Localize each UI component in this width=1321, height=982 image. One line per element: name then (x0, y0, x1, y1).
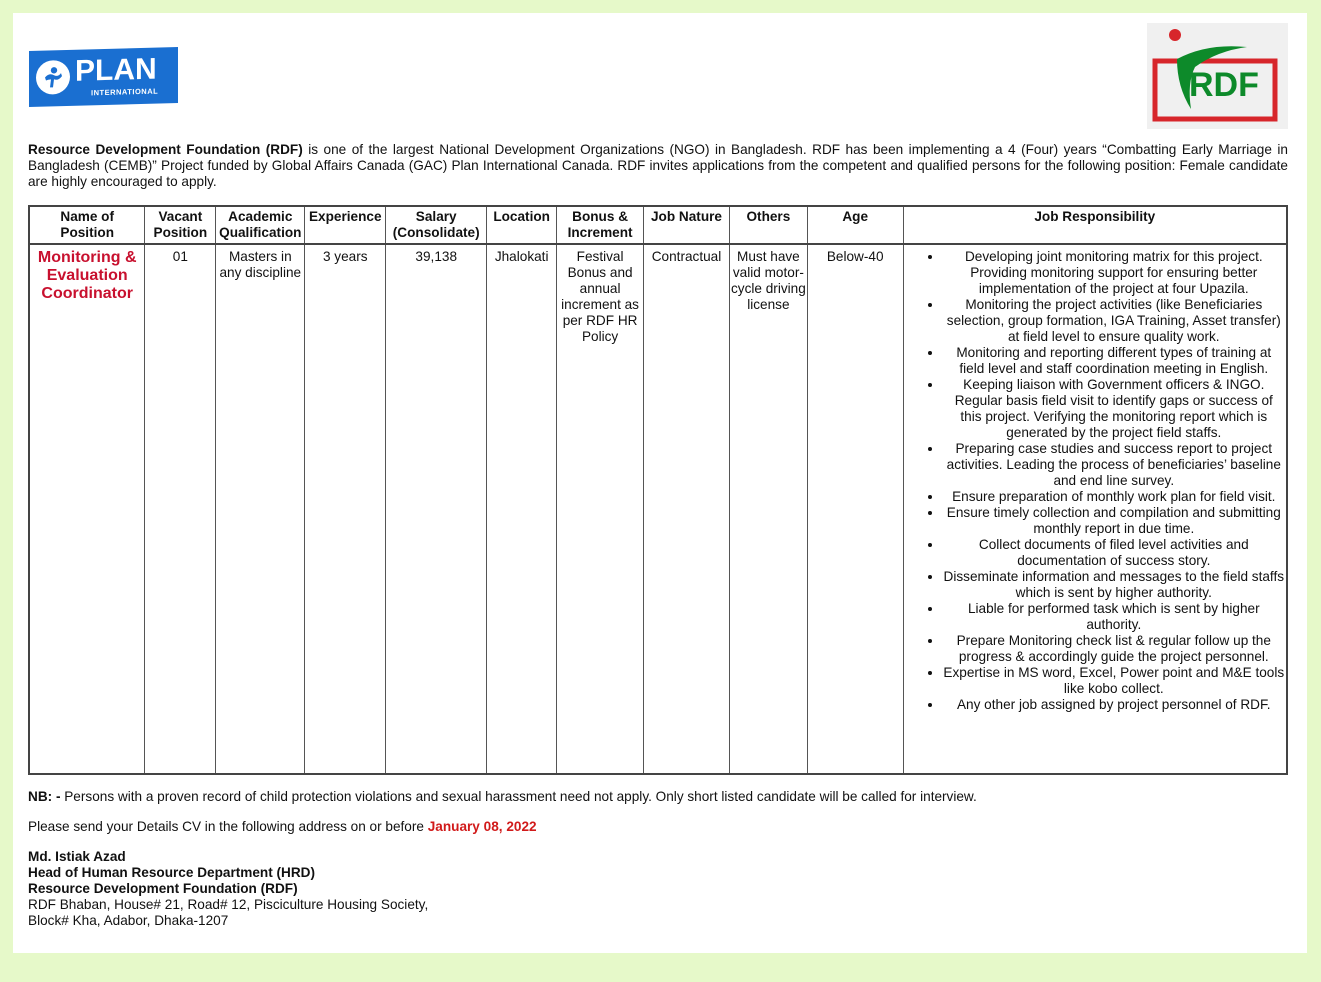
list-item: • Preparing case studies and success report to project activities. Leading the process of beneficiaries’ baseline and end line survey. (943, 441, 1285, 489)
header-location: Location (487, 206, 557, 244)
list-item: • Monitoring and reporting different types of training at field level and staff coordination meeting in English. (943, 345, 1285, 377)
contact-org: Resource Development Foundation (RDF) (28, 881, 298, 896)
list-item: • Monitoring the project activities (like Beneficiaries selection, group formation, IGA Training, Asset transfer) at field level to ensure quality work. (943, 297, 1285, 345)
contact-name: Md. Istiak Azad (28, 849, 126, 864)
table-header-row (29, 206, 1287, 244)
plan-international-logo (29, 47, 178, 107)
list-item: • Prepare Monitoring check list & regular follow up the progress & accordingly guide the project personnel. (943, 633, 1285, 665)
cell-age: Below-40 (807, 244, 903, 774)
contact-address-line1: RDF Bhaban, House# 21, Road# 12, Pisciculture Housing Society, (28, 897, 429, 912)
list-item: • Disseminate information and messages to the field staffs which is sent by higher authority. (943, 569, 1285, 601)
list-item: • Ensure preparation of monthly work plan for field visit. (943, 489, 1285, 505)
header-job-responsibility: Job Responsibility (903, 206, 1287, 244)
rdf-logo (1147, 23, 1288, 129)
nb-text: Persons with a proven record of child protection violations and sexual harassment need not apply. Only short listed candidate will be called for interview. (60, 789, 977, 804)
plan-child-icon (36, 60, 70, 95)
responsibility-list (905, 249, 1285, 713)
cell-salary: 39,138 (386, 244, 487, 774)
list-item: • Ensure timely collection and compilation and submitting monthly report in due time. (943, 505, 1285, 537)
header-bonus-increment: Bonus & Increment (557, 206, 644, 244)
nb-note (28, 789, 977, 805)
rdf-logo-word: RDF (1189, 66, 1259, 104)
intro-org: Resource Development Foundation (RDF) (28, 142, 303, 157)
table-row (29, 244, 1287, 774)
header-academic-qualification: Academic Qualification (216, 206, 305, 244)
cell-position (29, 244, 145, 774)
header-name-of-position: Name of Position (29, 206, 145, 244)
header-salary: Salary (Consolidate) (386, 206, 487, 244)
job-circular-page (13, 13, 1307, 953)
list-item: • Collect documents of filed level activities and documentation of success story. (943, 537, 1285, 569)
contact-block (28, 849, 428, 929)
job-table (28, 205, 1288, 775)
cell-responsibility (903, 244, 1287, 774)
cell-vacant: 01 (145, 244, 216, 774)
cell-experience: 3 years (305, 244, 386, 774)
contact-address-line2: Block# Kha, Adabor, Dhaka-1207 (28, 913, 229, 928)
nb-label: NB: - (28, 789, 61, 804)
list-item: • Expertise in MS word, Excel, Power point and M&E tools like kobo collect. (943, 665, 1285, 697)
intro-paragraph (28, 142, 1288, 190)
header-others: Others (729, 206, 807, 244)
list-item: • Developing joint monitoring matrix for this project. Providing monitoring support for ensuring better implementation of the project at four Upazila. (943, 249, 1285, 297)
plan-logo-word: PLAN (75, 52, 157, 88)
list-item: • Any other job assigned by project personnel of RDF. (943, 697, 1285, 713)
send-text: Please send your Details CV in the following address on or before (28, 819, 428, 834)
cell-job-nature: Contractual (644, 244, 730, 774)
cell-qualification: Masters in any discipline (216, 244, 305, 774)
cell-others: Must have valid motor-cycle driving license (729, 244, 807, 774)
plan-logo-sub: INTERNATIONAL (91, 86, 159, 98)
cell-bonus: Festival Bonus and annual increment as per RDF HR Policy (557, 244, 644, 774)
intro-text: is one of the largest National Development Organizations (NGO) in Bangladesh. RDF has been implementing a 4 (Four) years “Combatting Early Marriage in Bangladesh (CEMB)” Project funded by Global Affairs Canada (GAC) Plan International Canada. RDF invites applications from the competent and qualified persons for the following position: Female candidate are highly encouraged to apply. (28, 142, 1288, 189)
header-age: Age (807, 206, 903, 244)
send-instructions (28, 819, 537, 835)
header-job-nature: Job Nature (644, 206, 730, 244)
list-item: • Keeping liaison with Government officers & INGO. Regular basis field visit to identify gaps or success of this project. Verifying the monitoring report which is generated by the project field staffs. (943, 377, 1285, 441)
position-title: Monitoring & Evaluation Coordinator (37, 249, 137, 302)
contact-title: Head of Human Resource Department (HRD) (28, 865, 316, 880)
header-experience: Experience (305, 206, 386, 244)
header-vacant-position: Vacant Position (145, 206, 216, 244)
deadline-date: January 08, 2022 (427, 819, 537, 834)
list-item: • Liable for performed task which is sent by higher authority. (943, 601, 1285, 633)
cell-location: Jhalokati (487, 244, 557, 774)
